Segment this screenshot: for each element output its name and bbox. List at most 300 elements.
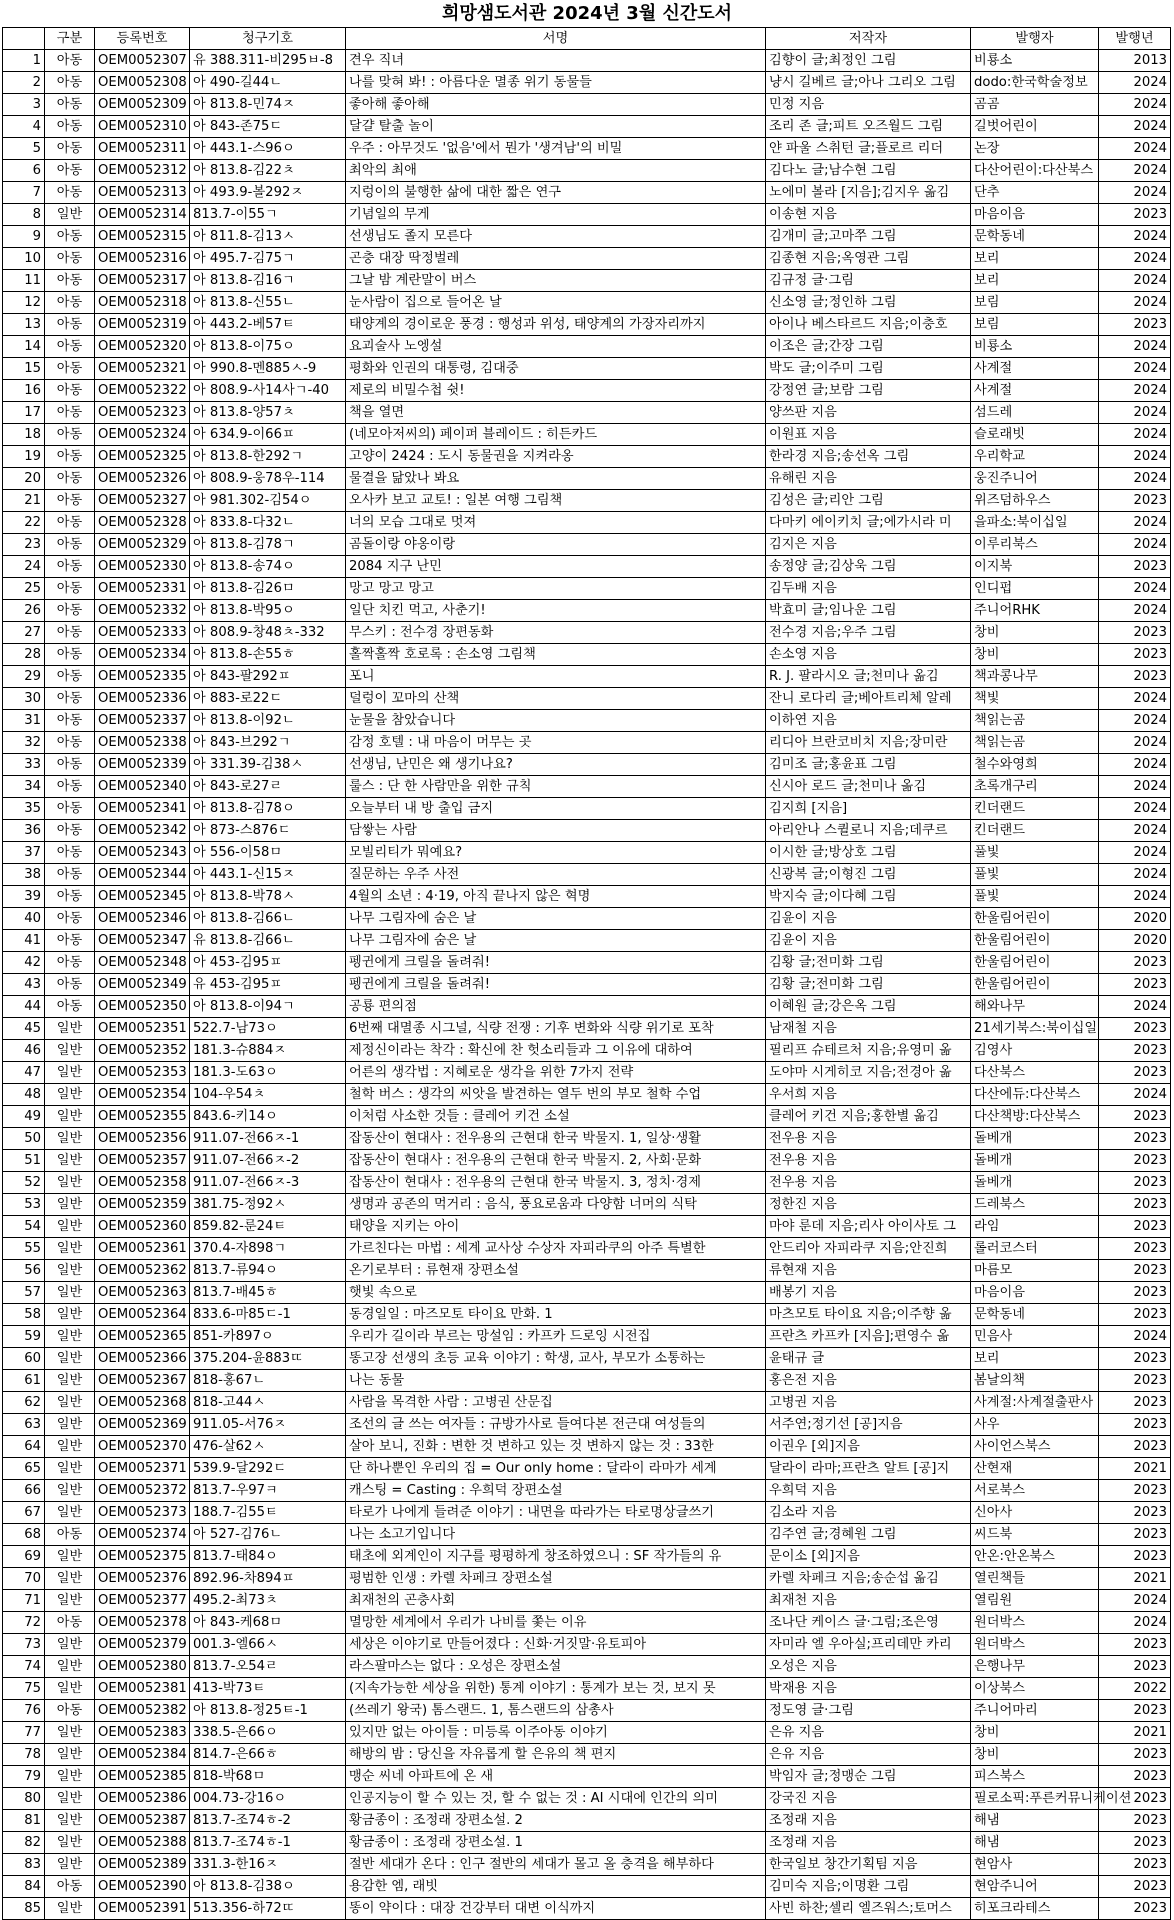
table-row [3,424,1171,446]
cell-category: 아동 [45,446,95,468]
cell-no: 45 [3,1018,45,1040]
table-row [3,358,1171,380]
header-reg-no: 등록번호 [95,28,190,50]
cell-no: 26 [3,600,45,622]
cell-call-no: 338.5-은66ㅇ [190,1722,346,1744]
cell-category: 아동 [45,512,95,534]
cell-author: 김소라 지음 [766,1502,971,1524]
cell-author: 전우용 지음 [766,1172,971,1194]
cell-author: 이송현 지음 [766,204,971,226]
cell-author: 다마키 에이키치 글;에가시라 미 [766,512,971,534]
cell-category: 일반 [45,1898,95,1920]
cell-author: 프란츠 카프카 [지음];편영수 옮 [766,1326,971,1348]
table-row [3,1568,1171,1590]
cell-publisher: 열림원 [971,1590,1099,1612]
cell-year: 2024 [1099,116,1171,138]
cell-author: 김미조 글;홍윤표 그림 [766,754,971,776]
cell-call-no: 아 843-로27ㄹ [190,776,346,798]
cell-call-no: 아 813.8-김78ㄱ [190,534,346,556]
cell-book-title: (네모아저씨의) 페이퍼 블레이드 : 히든카드 [346,424,766,446]
cell-category: 일반 [45,1260,95,1282]
cell-author: 신시아 로드 글;천미나 옮김 [766,776,971,798]
cell-call-no: 911.07-전66ㅈ-2 [190,1150,346,1172]
table-row [3,1480,1171,1502]
cell-category: 아동 [45,688,95,710]
cell-reg-no: OEM0052376 [95,1568,190,1590]
table-row [3,1238,1171,1260]
cell-year: 2023 [1099,1414,1171,1436]
cell-call-no: 아 808.9-웅78우-114 [190,468,346,490]
cell-reg-no: OEM0052377 [95,1590,190,1612]
cell-book-title: 모빌리티가 뭐예요? [346,842,766,864]
cell-publisher: 한울림어린이 [971,930,1099,952]
cell-no: 41 [3,930,45,952]
cell-year: 2024 [1099,160,1171,182]
cell-call-no: 아 813.8-민74ㅈ [190,94,346,116]
cell-publisher: 드레북스 [971,1194,1099,1216]
book-table [2,27,1171,1920]
cell-book-title: (지속가능한 세상을 위한) 통계 이야기 : 통계가 보는 것, 보지 못 [346,1678,766,1700]
cell-call-no: 아 843-팔292ㅍ [190,666,346,688]
cell-publisher: 김영사 [971,1040,1099,1062]
cell-category: 일반 [45,1502,95,1524]
cell-book-title: 오늘부터 내 방 출입 금지 [346,798,766,820]
cell-author: 김개미 글;고마쭈 그림 [766,226,971,248]
cell-call-no: 413-박73ㅌ [190,1678,346,1700]
cell-publisher: 풀빛 [971,842,1099,864]
cell-publisher: 히포크라테스 [971,1898,1099,1920]
cell-category: 일반 [45,1744,95,1766]
cell-book-title: 무스키 : 전수경 장편동화 [346,622,766,644]
cell-reg-no: OEM0052358 [95,1172,190,1194]
table-row [3,1106,1171,1128]
cell-book-title: 사람을 목격한 사람 : 고병권 산문집 [346,1392,766,1414]
table-row [3,1436,1171,1458]
cell-author: 얀 파울 스취턴 글;플로르 리더 [766,138,971,160]
cell-author: 은유 지음 [766,1744,971,1766]
cell-call-no: 아 495.7-김75ㄱ [190,248,346,270]
cell-call-no: 001.3-엘66ㅅ [190,1634,346,1656]
cell-reg-no: OEM0052308 [95,72,190,94]
cell-no: 32 [3,732,45,754]
cell-category: 아동 [45,996,95,1018]
cell-book-title: 지렁이의 불행한 삶에 대한 짧은 연구 [346,182,766,204]
cell-publisher: 슬로래빗 [971,424,1099,446]
cell-year: 2024 [1099,380,1171,402]
cell-author: 마츠모토 타이요 지음;이주향 옮 [766,1304,971,1326]
cell-reg-no: OEM0052320 [95,336,190,358]
cell-no: 48 [3,1084,45,1106]
cell-call-no: 아 813.8-김22ㅊ [190,160,346,182]
cell-publisher: 해냄 [971,1832,1099,1854]
cell-author: 강정연 글;보람 그림 [766,380,971,402]
table-row [3,600,1171,622]
cell-category: 아동 [45,842,95,864]
cell-year: 2024 [1099,446,1171,468]
cell-publisher: 봄날의책 [971,1370,1099,1392]
cell-reg-no: OEM0052341 [95,798,190,820]
cell-no: 2 [3,72,45,94]
cell-no: 75 [3,1678,45,1700]
cell-category: 일반 [45,1810,95,1832]
cell-publisher: 킨더랜드 [971,820,1099,842]
table-row [3,776,1171,798]
cell-book-title: 최재천의 곤충사회 [346,1590,766,1612]
cell-year: 2020 [1099,930,1171,952]
cell-publisher: 길벗어린이 [971,116,1099,138]
cell-publisher: 돌베개 [971,1172,1099,1194]
cell-book-title: 기념일의 무게 [346,204,766,226]
table-row [3,842,1171,864]
cell-book-title: 똥고장 선생의 초등 교육 이야기 : 학생, 교사, 부모가 소통하는 [346,1348,766,1370]
cell-call-no: 아 813.8-박78ㅅ [190,886,346,908]
cell-call-no: 아 813.8-신55ㄴ [190,292,346,314]
cell-call-no: 513.356-하72ㄸ [190,1898,346,1920]
table-row [3,1524,1171,1546]
cell-year: 2023 [1099,1040,1171,1062]
cell-publisher: 보리 [971,270,1099,292]
cell-call-no: 814.7-은66ㅎ [190,1744,346,1766]
cell-book-title: 태양계의 경이로운 풍경 : 행성과 위성, 태양계의 가장자리까지 [346,314,766,336]
cell-publisher: 풀빛 [971,864,1099,886]
header-category: 구분 [45,28,95,50]
cell-author: 김성은 글;리안 그림 [766,490,971,512]
cell-reg-no: OEM0052359 [95,1194,190,1216]
cell-reg-no: OEM0052390 [95,1876,190,1898]
cell-book-title: 평범한 인생 : 카렐 차페크 장편소설 [346,1568,766,1590]
table-row [3,1282,1171,1304]
cell-year: 2024 [1099,798,1171,820]
cell-call-no: 아 556-이58ㅁ [190,842,346,864]
cell-author: 김주연 글;경혜원 그림 [766,1524,971,1546]
cell-publisher: 다산에듀:다산북스 [971,1084,1099,1106]
cell-author: R. J. 팔라시오 글;천미나 옮김 [766,666,971,688]
cell-publisher: 원더박스 [971,1612,1099,1634]
cell-reg-no: OEM0052345 [95,886,190,908]
cell-no: 56 [3,1260,45,1282]
cell-reg-no: OEM0052379 [95,1634,190,1656]
cell-category: 아동 [45,490,95,512]
cell-book-title: 해방의 밤 : 당신을 자유롭게 할 은유의 책 편지 [346,1744,766,1766]
cell-no: 34 [3,776,45,798]
cell-no: 3 [3,94,45,116]
cell-author: 전우용 지음 [766,1150,971,1172]
cell-no: 33 [3,754,45,776]
cell-publisher: 문학동네 [971,226,1099,248]
cell-category: 아동 [45,534,95,556]
cell-no: 55 [3,1238,45,1260]
cell-book-title: 룰스 : 단 한 사람만을 위한 규칙 [346,776,766,798]
cell-category: 아동 [45,468,95,490]
cell-book-title: 달걀 탈출 놀이 [346,116,766,138]
cell-book-title: 우리가 길이라 부르는 망설임 : 카프카 드로잉 시전집 [346,1326,766,1348]
cell-publisher: 다산책방:다산북스 [971,1106,1099,1128]
cell-no: 40 [3,908,45,930]
table-row [3,688,1171,710]
cell-book-title: 제정신이라는 착각 : 확신에 찬 헛소리들과 그 이유에 대하여 [346,1040,766,1062]
cell-category: 아동 [45,974,95,996]
cell-year: 2023 [1099,314,1171,336]
cell-category: 아동 [45,1876,95,1898]
cell-reg-no: OEM0052316 [95,248,190,270]
table-row [3,1854,1171,1876]
cell-category: 아동 [45,182,95,204]
cell-book-title: 공룡 편의점 [346,996,766,1018]
table-row [3,578,1171,600]
cell-no: 60 [3,1348,45,1370]
cell-book-title: 최악의 최애 [346,160,766,182]
cell-no: 85 [3,1898,45,1920]
cell-author: 사빈 하찬;셀리 엘즈워스;토머스 [766,1898,971,1920]
cell-author: 신소영 글;정인하 그림 [766,292,971,314]
cell-author: 도야마 시게히코 지음;전경아 옮 [766,1062,971,1084]
header-no [3,28,45,50]
cell-no: 38 [3,864,45,886]
cell-reg-no: OEM0052348 [95,952,190,974]
cell-year: 2023 [1099,644,1171,666]
cell-publisher: 마음이음 [971,204,1099,226]
cell-category: 일반 [45,1766,95,1788]
cell-no: 12 [3,292,45,314]
cell-book-title: 일단 치킨 먹고, 사춘기! [346,600,766,622]
cell-year: 2024 [1099,182,1171,204]
cell-author: 문이소 [외]지음 [766,1546,971,1568]
cell-reg-no: OEM0052369 [95,1414,190,1436]
cell-category: 일반 [45,1128,95,1150]
cell-book-title: 멸망한 세계에서 우리가 나비를 쫓는 이유 [346,1612,766,1634]
cell-publisher: 단추 [971,182,1099,204]
cell-no: 47 [3,1062,45,1084]
cell-no: 16 [3,380,45,402]
sheet-title: 희망샘도서관 2024년 3월 신간도서 [441,3,733,24]
cell-category: 일반 [45,1150,95,1172]
cell-year: 2024 [1099,358,1171,380]
table-row [3,666,1171,688]
cell-no: 67 [3,1502,45,1524]
table-row [3,1348,1171,1370]
cell-call-no: 859.82-룬24ㅌ [190,1216,346,1238]
cell-author: 김윤이 지음 [766,908,971,930]
cell-book-title: 동경일일 : 마즈모토 타이요 만화. 1 [346,1304,766,1326]
cell-author: 김두배 지음 [766,578,971,600]
cell-category: 일반 [45,1458,95,1480]
cell-year: 2023 [1099,1348,1171,1370]
cell-reg-no: OEM0052385 [95,1766,190,1788]
cell-reg-no: OEM0052360 [95,1216,190,1238]
cell-no: 61 [3,1370,45,1392]
cell-category: 일반 [45,1194,95,1216]
cell-category: 일반 [45,1062,95,1084]
cell-category: 아동 [45,314,95,336]
cell-author: 박효미 글;임나운 그림 [766,600,971,622]
cell-author: 조리 존 글;피트 오즈월드 그림 [766,116,971,138]
cell-reg-no: OEM0052317 [95,270,190,292]
cell-publisher: 사이언스북스 [971,1436,1099,1458]
cell-reg-no: OEM0052333 [95,622,190,644]
cell-publisher: 사계절 [971,358,1099,380]
cell-author: 정도영 글·그림 [766,1700,971,1722]
cell-reg-no: OEM0052340 [95,776,190,798]
cell-no: 1 [3,50,45,72]
cell-publisher: 돌베개 [971,1128,1099,1150]
cell-publisher: 산현재 [971,1458,1099,1480]
cell-author: 김종현 지음;옥영관 그림 [766,248,971,270]
cell-no: 17 [3,402,45,424]
cell-category: 일반 [45,1656,95,1678]
cell-author: 리디아 브란코비치 지음;장미란 [766,732,971,754]
cell-reg-no: OEM0052344 [95,864,190,886]
cell-publisher: 우리학교 [971,446,1099,468]
cell-book-title: 그날 밤 계란말이 버스 [346,270,766,292]
cell-year: 2023 [1099,1106,1171,1128]
cell-category: 일반 [45,1590,95,1612]
cell-category: 아동 [45,160,95,182]
cell-book-title: 요괴술사 노엥설 [346,336,766,358]
cell-book-title: 책을 열면 [346,402,766,424]
cell-call-no: 813.7-조74ㅎ-1 [190,1832,346,1854]
cell-call-no: 아 990.8-멘885ㅅ-9 [190,358,346,380]
cell-no: 63 [3,1414,45,1436]
cell-reg-no: OEM0052357 [95,1150,190,1172]
cell-category: 일반 [45,1370,95,1392]
cell-publisher: 위즈덤하우스 [971,490,1099,512]
cell-category: 아동 [45,424,95,446]
cell-book-title: 2084 지구 난민 [346,556,766,578]
cell-no: 81 [3,1810,45,1832]
cell-reg-no: OEM0052313 [95,182,190,204]
cell-author: 박재용 지음 [766,1678,971,1700]
cell-publisher: 을파소:북이십일 [971,512,1099,534]
cell-publisher: 비룡소 [971,50,1099,72]
table-row [3,644,1171,666]
cell-reg-no: OEM0052388 [95,1832,190,1854]
cell-book-title: 타로가 나에게 들려준 이야기 : 내면을 따라가는 타로명상글쓰기 [346,1502,766,1524]
cell-book-title: 잡동산이 현대사 : 전우용의 근현대 한국 박물지. 1, 일상·생활 [346,1128,766,1150]
cell-year: 2023 [1099,1744,1171,1766]
cell-call-no: 아 813.8-박95ㅇ [190,600,346,622]
cell-call-no: 370.4-자898ㄱ [190,1238,346,1260]
cell-category: 아동 [45,666,95,688]
cell-reg-no: OEM0052383 [95,1722,190,1744]
cell-no: 15 [3,358,45,380]
cell-publisher: 창비 [971,1722,1099,1744]
header-call-no: 청구기호 [190,28,346,50]
cell-publisher: 창비 [971,1744,1099,1766]
cell-category: 일반 [45,1546,95,1568]
cell-publisher: 비룡소 [971,336,1099,358]
cell-category: 일반 [45,1084,95,1106]
cell-publisher: 한울림어린이 [971,952,1099,974]
cell-reg-no: OEM0052349 [95,974,190,996]
cell-year: 2023 [1099,1524,1171,1546]
cell-publisher: 킨더랜드 [971,798,1099,820]
cell-reg-no: OEM0052354 [95,1084,190,1106]
cell-book-title: 가르친다는 마법 : 세계 교사상 수상자 자피라쿠의 아주 특별한 [346,1238,766,1260]
cell-reg-no: OEM0052327 [95,490,190,512]
cell-category: 일반 [45,204,95,226]
cell-year: 2024 [1099,512,1171,534]
cell-publisher: 책빛 [971,688,1099,710]
cell-year: 2024 [1099,578,1171,600]
cell-reg-no: OEM0052335 [95,666,190,688]
cell-author: 김지은 지음 [766,534,971,556]
cell-book-title: 잡동산이 현대사 : 전우용의 근현대 한국 박물지. 2, 사회·문화 [346,1150,766,1172]
cell-category: 일반 [45,1282,95,1304]
cell-publisher: 롤러코스터 [971,1238,1099,1260]
cell-reg-no: OEM0052315 [95,226,190,248]
cell-book-title: 담쌓는 사람 [346,820,766,842]
cell-call-no: 911.07-전66ㅈ-3 [190,1172,346,1194]
cell-call-no: 아 443.1-신15ㅈ [190,864,346,886]
table-row [3,1150,1171,1172]
cell-publisher: 풀빛 [971,886,1099,908]
table-row [3,1414,1171,1436]
cell-no: 72 [3,1612,45,1634]
cell-publisher: 마음이음 [971,1282,1099,1304]
cell-book-title: 인공지능이 할 수 있는 것, 할 수 없는 것 : AI 시대에 인간의 의미 [346,1788,766,1810]
cell-year: 2023 [1099,1700,1171,1722]
cell-category: 일반 [45,1392,95,1414]
cell-no: 37 [3,842,45,864]
cell-reg-no: OEM0052322 [95,380,190,402]
cell-year: 2022 [1099,1678,1171,1700]
cell-book-title: 나는 동물 [346,1370,766,1392]
cell-year: 2024 [1099,336,1171,358]
table-row [3,1678,1171,1700]
cell-reg-no: OEM0052378 [95,1612,190,1634]
cell-publisher: 한울림어린이 [971,974,1099,996]
cell-author: 유해린 지음 [766,468,971,490]
table-row [3,314,1171,336]
cell-call-no: 아 811.8-김13ㅅ [190,226,346,248]
cell-book-title: 이처럼 사소한 것들 : 클레어 키건 소설 [346,1106,766,1128]
cell-category: 아동 [45,754,95,776]
cell-year: 2023 [1099,1788,1171,1810]
cell-call-no: 아 443.2-베57ㅌ [190,314,346,336]
cell-reg-no: OEM0052326 [95,468,190,490]
cell-book-title: 나무 그림자에 숨은 날 [346,908,766,930]
cell-call-no: 833.6-마85ㄷ-1 [190,1304,346,1326]
cell-book-title: 덜렁이 꼬마의 산책 [346,688,766,710]
cell-no: 74 [3,1656,45,1678]
cell-no: 59 [3,1326,45,1348]
cell-call-no: 813.7-류94ㅇ [190,1260,346,1282]
cell-call-no: 아 813.8-정25ㅌ-1 [190,1700,346,1722]
cell-year: 2023 [1099,1370,1171,1392]
cell-book-title: 철학 버스 : 생각의 씨앗을 발견하는 열두 번의 부모 철학 수업 [346,1084,766,1106]
cell-author: 이조은 글;간장 그림 [766,336,971,358]
cell-author: 윤태규 글 [766,1348,971,1370]
cell-year: 2023 [1099,1238,1171,1260]
cell-call-no: 아 873-스876ㄷ [190,820,346,842]
cell-no: 83 [3,1854,45,1876]
cell-call-no: 892.96-차894ㅍ [190,1568,346,1590]
table-row [3,1304,1171,1326]
cell-no: 8 [3,204,45,226]
cell-no: 82 [3,1832,45,1854]
cell-no: 64 [3,1436,45,1458]
cell-no: 66 [3,1480,45,1502]
cell-reg-no: OEM0052332 [95,600,190,622]
cell-reg-no: OEM0052318 [95,292,190,314]
cell-no: 46 [3,1040,45,1062]
cell-publisher: 현암주니어 [971,1876,1099,1898]
cell-call-no: 아 808.9-사14사ㄱ-40 [190,380,346,402]
cell-year: 2024 [1099,820,1171,842]
cell-call-no: 495.2-최73ㅊ [190,1590,346,1612]
table-row [3,1260,1171,1282]
cell-call-no: 아 527-김76ㄴ [190,1524,346,1546]
